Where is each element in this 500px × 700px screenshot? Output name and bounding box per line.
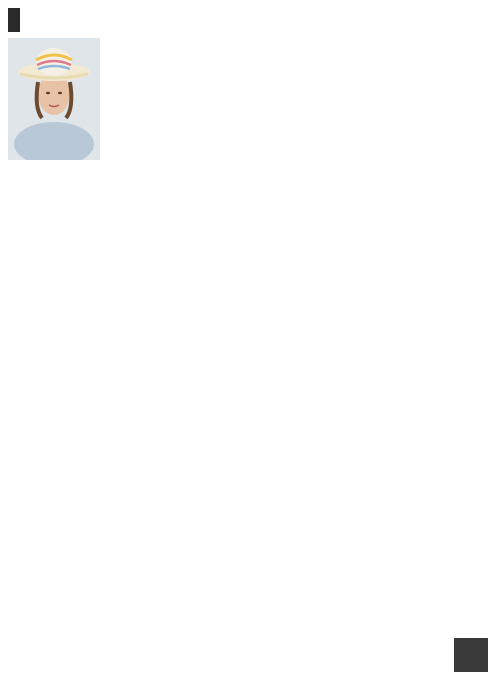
page-code <box>8 8 20 32</box>
crochet-chart <box>256 418 500 578</box>
page-header <box>8 8 26 32</box>
page-number <box>454 638 488 672</box>
model-photo <box>8 38 100 160</box>
